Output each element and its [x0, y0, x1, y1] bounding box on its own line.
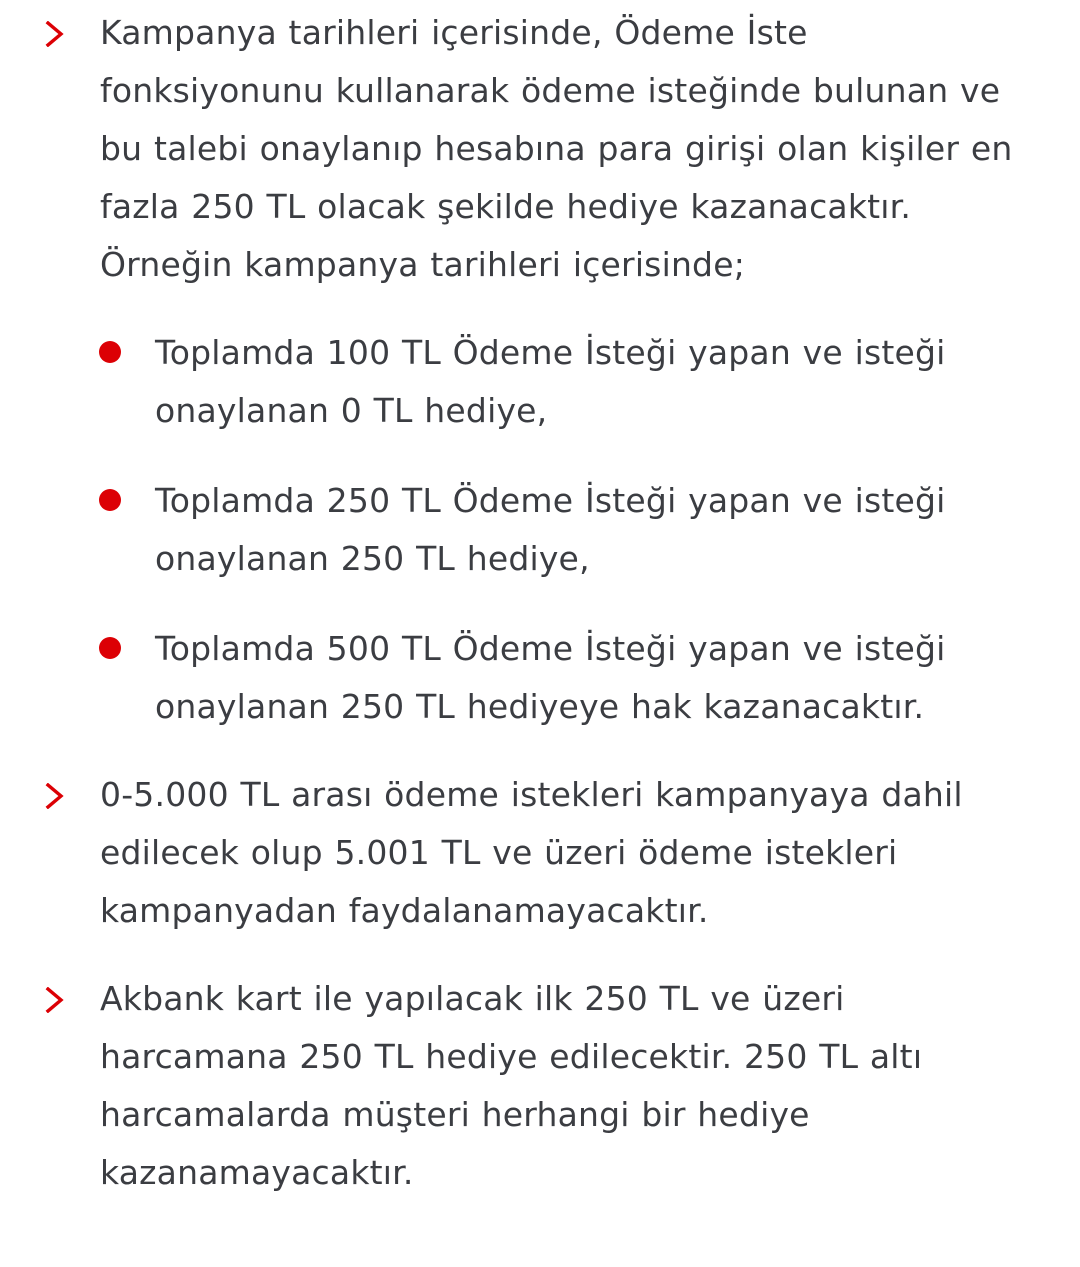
example-item: [0, 324, 1080, 440]
example-item: [0, 472, 1080, 588]
example-item: [0, 620, 1080, 736]
example-list: [0, 324, 1080, 736]
terms-item-text: 0-5.000 TL arası ödeme istekleri kampanyaya dahil edilecek olup 5.001 TL ve üzeri ödeme istekleri kampanyadan faydalanamayacaktır.: [100, 775, 963, 930]
terms-item: [0, 970, 1080, 1202]
terms-item-text: Akbank kart ile yapılacak ilk 250 TL ve üzeri harcamana 250 TL hediye edilecektir. 250 TL altı harcamalarda müşteri herhangi bir hediye kazanamayacaktır.: [100, 979, 923, 1192]
chevron-right-icon: [42, 783, 68, 809]
example-item-text: Toplamda 100 TL Ödeme İsteği yapan ve isteği onaylanan 0 TL hediye,: [155, 333, 946, 430]
terms-item-text: Kampanya tarihleri içerisinde, Ödeme İste fonksiyonunu kullanarak ödeme isteğinde bulunan ve bu talebi onaylanıp hesabına para girişi olan kişiler en fazla 250 TL olacak şekilde hediye kazanacaktır. Örneğin kampanya tarihleri içerisinde;: [100, 13, 1013, 284]
terms-item: [0, 766, 1080, 940]
example-item-text: Toplamda 500 TL Ödeme İsteği yapan ve isteği onaylanan 250 TL hediyeye hak kazanacaktır.: [155, 629, 946, 726]
bullet-dot-icon: [99, 341, 121, 363]
bullet-dot-icon: [99, 489, 121, 511]
example-item-text: Toplamda 250 TL Ödeme İsteği yapan ve isteği onaylanan 250 TL hediye,: [155, 481, 946, 578]
chevron-right-icon: [42, 987, 68, 1013]
campaign-terms: [0, 4, 1080, 1202]
chevron-right-icon: [42, 21, 68, 47]
bullet-dot-icon: [99, 637, 121, 659]
terms-item: [0, 4, 1080, 294]
